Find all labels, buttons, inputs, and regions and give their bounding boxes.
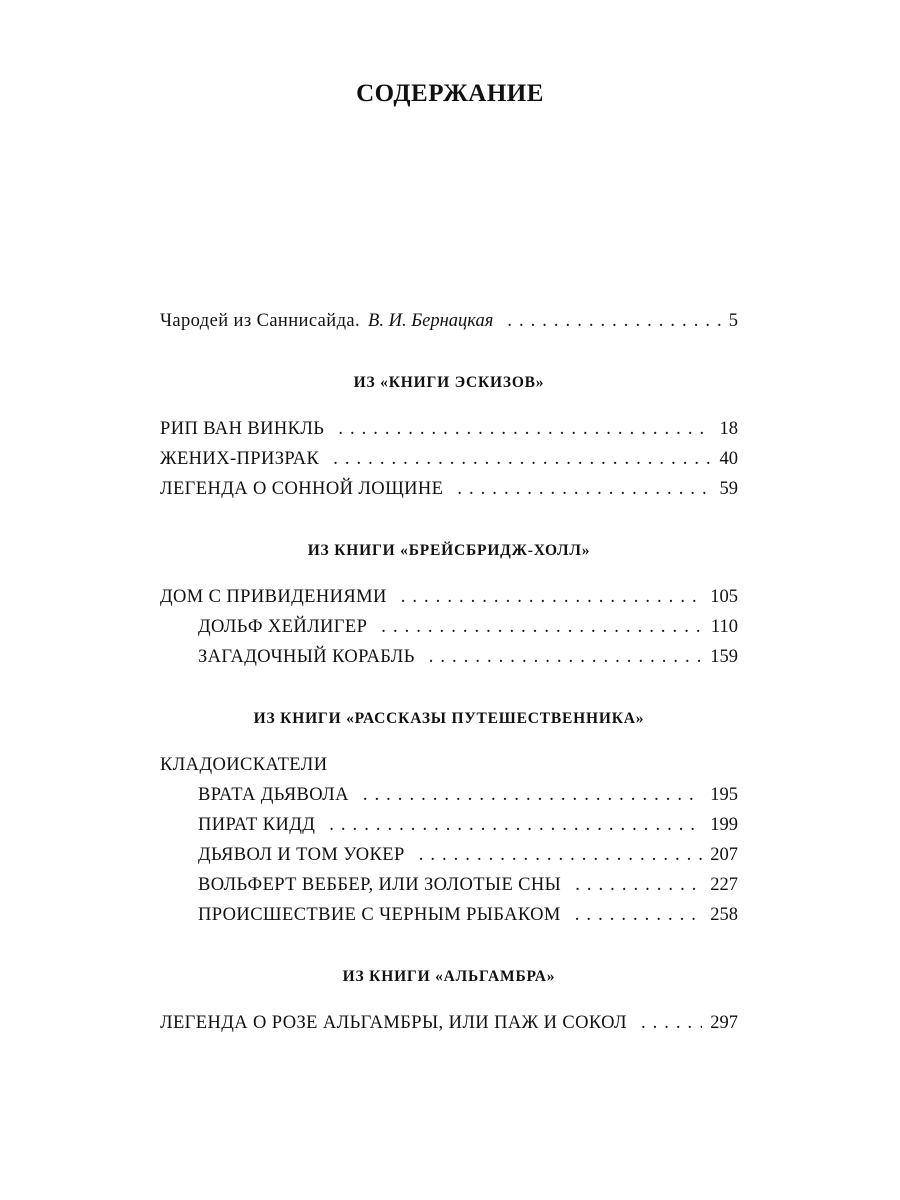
toc-group-label: КЛАДОИСКАТЕЛИ <box>160 755 328 775</box>
toc-entry-title: ЖЕНИХ-ПРИЗРАК <box>160 449 320 469</box>
table-of-contents <box>160 306 738 1038</box>
toc-entry-page: 297 <box>710 1013 738 1033</box>
toc-entry-page: 5 <box>728 311 738 331</box>
toc-entry-title: ПИРАТ КИДД <box>198 815 316 835</box>
toc-subentry[interactable] <box>160 612 738 642</box>
toc-entry[interactable] <box>160 474 738 504</box>
toc-entry[interactable] <box>160 582 738 612</box>
dot-leader <box>338 414 711 444</box>
toc-entry-page: 199 <box>710 815 738 835</box>
dot-leader <box>363 780 702 810</box>
toc-entry-title: ДОЛЬФ ХЕЙЛИГЕР <box>198 617 368 637</box>
toc-subentry[interactable] <box>160 642 738 672</box>
toc-subentry[interactable] <box>160 900 738 930</box>
dot-leader <box>333 444 711 474</box>
toc-entry[interactable] <box>160 414 738 444</box>
toc-entry-page: 258 <box>710 905 738 925</box>
toc-entry-author: В. И. Бернацкая <box>368 311 494 331</box>
toc-entry-title: ДЬЯВОЛ И ТОМ УОКЕР <box>198 845 405 865</box>
dot-leader <box>329 810 702 840</box>
toc-subentry[interactable] <box>160 780 738 810</box>
toc-entry[interactable] <box>160 444 738 474</box>
toc-entry-page: 195 <box>710 785 738 805</box>
dot-leader <box>641 1008 702 1038</box>
dot-leader <box>429 642 703 672</box>
section-heading: ИЗ КНИГИ «БРЕЙСБРИДЖ-ХОЛЛ» <box>307 542 591 559</box>
toc-subentry[interactable] <box>160 840 738 870</box>
dot-leader <box>575 870 702 900</box>
toc-entry-title: Чародей из Саннисайда. <box>160 311 361 331</box>
page-title: СОДЕРЖАНИЕ <box>356 80 544 107</box>
dot-leader <box>507 306 720 336</box>
toc-entry[interactable] <box>160 1008 738 1038</box>
toc-entry-title: ПРОИСШЕСТВИЕ С ЧЕРНЫМ РЫБАКОМ <box>198 905 561 925</box>
toc-entry-title: ЛЕГЕНДА О СОННОЙ ЛОЩИНЕ <box>160 479 444 499</box>
toc-subentry[interactable] <box>160 810 738 840</box>
dot-leader <box>419 840 703 870</box>
toc-entry-page: 40 <box>719 449 738 469</box>
dot-leader <box>401 582 703 612</box>
toc-entry-page: 110 <box>710 617 738 637</box>
toc-entry-page: 59 <box>719 479 738 499</box>
dot-leader <box>457 474 711 504</box>
section-heading: ИЗ КНИГИ «РАССКАЗЫ ПУТЕШЕСТВЕННИКА» <box>253 710 645 727</box>
toc-entry-page: 105 <box>710 587 738 607</box>
dot-leader <box>381 612 703 642</box>
toc-entry-page: 227 <box>710 875 738 895</box>
dot-leader <box>575 900 702 930</box>
toc-entry-intro[interactable] <box>160 306 738 336</box>
toc-entry-title: ЗАГАДОЧНЫЙ КОРАБЛЬ <box>198 647 415 667</box>
toc-group-title <box>160 750 738 780</box>
section-heading: ИЗ «КНИГИ ЭСКИЗОВ» <box>353 374 545 391</box>
toc-entry-title: ВОЛЬФЕРТ ВЕББЕР, ИЛИ ЗОЛОТЫЕ СНЫ <box>198 875 562 895</box>
toc-entry-title: ДОМ С ПРИВИДЕНИЯМИ <box>160 587 387 607</box>
toc-entry-title: ЛЕГЕНДА О РОЗЕ АЛЬГАМБРЫ, ИЛИ ПАЖ И СОКОЛ <box>160 1013 627 1033</box>
toc-entry-page: 159 <box>710 647 738 667</box>
section-heading: ИЗ КНИГИ «АЛЬГАМБРА» <box>342 968 556 985</box>
toc-entry-title: ВРАТА ДЬЯВОЛА <box>198 785 349 805</box>
toc-entry-page: 18 <box>719 419 738 439</box>
toc-entry-title: РИП ВАН ВИНКЛЬ <box>160 419 325 439</box>
toc-subentry[interactable] <box>160 870 738 900</box>
toc-entry-page: 207 <box>710 845 738 865</box>
